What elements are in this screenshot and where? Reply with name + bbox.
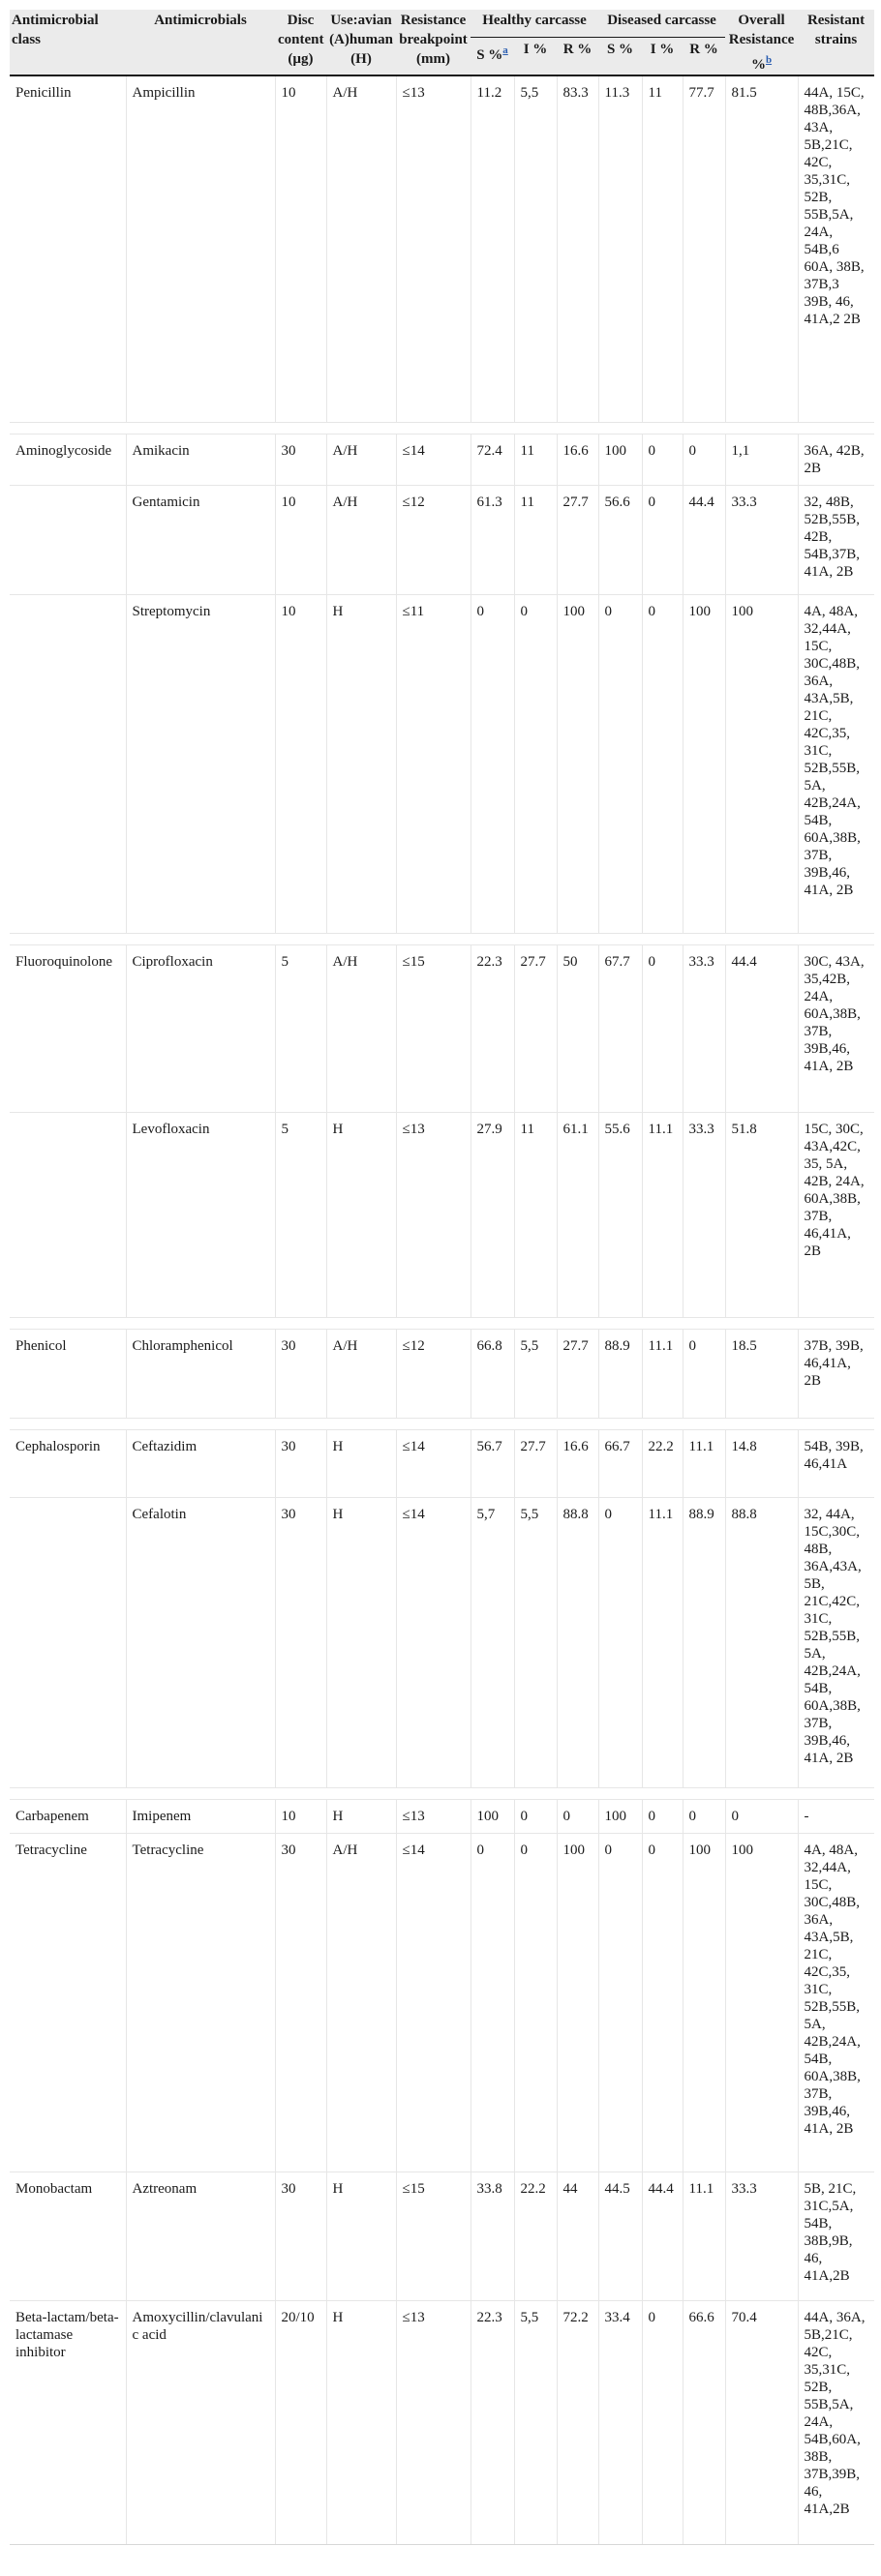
cell-healthy-s: 56.7	[471, 1429, 514, 1497]
cell-healthy-r: 61.1	[557, 1112, 598, 1317]
cell-class: Cephalosporin	[10, 1429, 126, 1497]
cell-use: H	[326, 2172, 396, 2300]
table-row	[10, 594, 874, 933]
cell-healthy-r: 72.2	[557, 2300, 598, 2544]
cell-overall: 33.3	[725, 485, 798, 594]
cell-disc: 30	[275, 1429, 326, 1497]
cell-diseased-s: 11.3	[598, 75, 642, 422]
cell-strains: 5B, 21C, 31C,5A, 54B, 38B,9B, 46, 41A,2B	[798, 2172, 874, 2300]
cell-strains: 54B, 39B, 46,41A	[798, 1429, 874, 1497]
cell-overall: 88.8	[725, 1497, 798, 1787]
cell-diseased-r: 66.6	[683, 2300, 725, 2544]
cell-strains: 32, 48B, 52B,55B, 42B, 54B,37B, 41A, 2B	[798, 485, 874, 594]
cell-disc: 5	[275, 944, 326, 1112]
cell-class	[10, 1497, 126, 1787]
cell-disc: 5	[275, 1112, 326, 1317]
table-spacer	[10, 933, 874, 944]
header-diseased-carcasse: Diseased carcasse	[598, 10, 725, 37]
cell-antimicrobial: Streptomycin	[126, 594, 275, 933]
cell-use: A/H	[326, 434, 396, 485]
cell-diseased-s: 100	[598, 434, 642, 485]
cell-breakpoint: ≤14	[396, 1429, 471, 1497]
cell-diseased-r: 11.1	[683, 2172, 725, 2300]
cell-class: Tetracycline	[10, 1833, 126, 2172]
cell-breakpoint: ≤14	[396, 1497, 471, 1787]
cell-disc: 10	[275, 1799, 326, 1833]
cell-use: A/H	[326, 75, 396, 422]
cell-class	[10, 1112, 126, 1317]
cell-breakpoint: ≤15	[396, 944, 471, 1112]
cell-healthy-i: 5,5	[514, 2300, 557, 2544]
cell-healthy-i: 11	[514, 434, 557, 485]
cell-strains: 44A, 15C, 48B,36A, 43A, 5B,21C, 42C, 35,31C, 52B, 55B,5A, 24A, 54B,6 60A, 38B, 37B,3 39B, 46, 41A,2 2B	[798, 75, 874, 422]
cell-class: Phenicol	[10, 1329, 126, 1418]
cell-antimicrobial: Tetracycline	[126, 1833, 275, 2172]
antimicrobial-resistance-table	[10, 10, 874, 2545]
table-row	[10, 944, 874, 1112]
header-diseased-i: I %	[642, 37, 683, 75]
cell-diseased-s: 44.5	[598, 2172, 642, 2300]
cell-diseased-i: 22.2	[642, 1429, 683, 1497]
cell-healthy-r: 100	[557, 1833, 598, 2172]
cell-diseased-i: 0	[642, 1799, 683, 1833]
header-disc-content: Disc content (µg)	[275, 10, 326, 75]
cell-diseased-i: 0	[642, 1833, 683, 2172]
cell-healthy-s: 11.2	[471, 75, 514, 422]
header-healthy-s: S %$^a$	[471, 37, 514, 75]
cell-healthy-r: 100	[557, 594, 598, 933]
cell-healthy-i: 0	[514, 1833, 557, 2172]
cell-class	[10, 485, 126, 594]
cell-diseased-i: 0	[642, 485, 683, 594]
cell-strains: 30C, 43A, 35,42B, 24A, 60A,38B, 37B, 39B,46, 41A, 2B	[798, 944, 874, 1112]
cell-overall: 18.5	[725, 1329, 798, 1418]
cell-class: Monobactam	[10, 2172, 126, 2300]
cell-overall: 0	[725, 1799, 798, 1833]
table-row	[10, 2172, 874, 2300]
cell-breakpoint: ≤12	[396, 485, 471, 594]
cell-diseased-s: 33.4	[598, 2300, 642, 2544]
table-wrapper	[10, 10, 874, 2545]
cell-antimicrobial: Ciprofloxacin	[126, 944, 275, 1112]
cell-strains: 4A, 48A, 32,44A, 15C, 30C,48B, 36A, 43A,5B, 21C, 42C,35, 31C, 52B,55B, 5A, 42B,24A, 54B, 60A,38B, 37B, 39B,46, 41A, 2B	[798, 1833, 874, 2172]
cell-healthy-s: 72.4	[471, 434, 514, 485]
cell-use: H	[326, 2300, 396, 2544]
cell-use: A/H	[326, 1833, 396, 2172]
cell-overall: 70.4	[725, 2300, 798, 2544]
cell-disc: 30	[275, 434, 326, 485]
table-row	[10, 1799, 874, 1833]
cell-diseased-i: 0	[642, 2300, 683, 2544]
table-row	[10, 1112, 874, 1317]
cell-healthy-s: 27.9	[471, 1112, 514, 1317]
cell-breakpoint: ≤13	[396, 1799, 471, 1833]
header-class: Antimicrobial class	[10, 10, 126, 75]
cell-healthy-r: 27.7	[557, 1329, 598, 1418]
cell-diseased-s: 55.6	[598, 1112, 642, 1317]
cell-use: A/H	[326, 944, 396, 1112]
cell-healthy-i: 27.7	[514, 1429, 557, 1497]
cell-class: Carbapenem	[10, 1799, 126, 1833]
table-row	[10, 485, 874, 594]
cell-antimicrobial: Imipenem	[126, 1799, 275, 1833]
cell-class: Aminoglycoside	[10, 434, 126, 485]
cell-healthy-r: 50	[557, 944, 598, 1112]
cell-healthy-s: 66.8	[471, 1329, 514, 1418]
cell-breakpoint: ≤11	[396, 594, 471, 933]
cell-diseased-s: 0	[598, 1497, 642, 1787]
cell-healthy-r: 44	[557, 2172, 598, 2300]
cell-diseased-r: 0	[683, 1799, 725, 1833]
table-row	[10, 434, 874, 485]
table-body	[10, 75, 874, 2544]
cell-diseased-r: 100	[683, 594, 725, 933]
cell-disc: 30	[275, 2172, 326, 2300]
cell-diseased-i: 11.1	[642, 1112, 683, 1317]
cell-healthy-s: 0	[471, 594, 514, 933]
cell-diseased-s: 88.9	[598, 1329, 642, 1418]
cell-use: A/H	[326, 1329, 396, 1418]
cell-disc: 30	[275, 1329, 326, 1418]
cell-diseased-i: 0	[642, 594, 683, 933]
cell-use: H	[326, 1799, 396, 1833]
cell-overall: 33.3	[725, 2172, 798, 2300]
cell-strains: 15C, 30C, 43A,42C, 35, 5A, 42B, 24A, 60A,38B, 37B, 46,41A, 2B	[798, 1112, 874, 1317]
cell-overall: 100	[725, 1833, 798, 2172]
cell-diseased-r: 77.7	[683, 75, 725, 422]
cell-diseased-s: 67.7	[598, 944, 642, 1112]
cell-healthy-r: 16.6	[557, 1429, 598, 1497]
cell-healthy-r: 88.8	[557, 1497, 598, 1787]
cell-diseased-r: 0	[683, 1329, 725, 1418]
header-use: Use:avian (A)human (H)	[326, 10, 396, 75]
cell-disc: 20/10	[275, 2300, 326, 2544]
cell-diseased-r: 44.4	[683, 485, 725, 594]
cell-healthy-s: 22.3	[471, 2300, 514, 2544]
footnote-a-link[interactable]: a	[502, 44, 508, 56]
header-healthy-i: I %	[514, 37, 557, 75]
cell-diseased-i: 11.1	[642, 1497, 683, 1787]
cell-diseased-r: 0	[683, 434, 725, 485]
cell-healthy-s: 22.3	[471, 944, 514, 1112]
cell-use: H	[326, 1112, 396, 1317]
cell-diseased-r: 100	[683, 1833, 725, 2172]
cell-healthy-i: 22.2	[514, 2172, 557, 2300]
table-row	[10, 1329, 874, 1418]
header-resistant-strains: Resistant strains	[798, 10, 874, 75]
table-spacer	[10, 422, 874, 434]
cell-diseased-i: 0	[642, 434, 683, 485]
table-spacer	[10, 1787, 874, 1799]
header-healthy-r: R %	[557, 37, 598, 75]
cell-healthy-i: 5,5	[514, 75, 557, 422]
cell-disc: 10	[275, 75, 326, 422]
cell-healthy-s: 33.8	[471, 2172, 514, 2300]
header-diseased-r: R %	[683, 37, 725, 75]
cell-diseased-i: 11.1	[642, 1329, 683, 1418]
cell-diseased-s: 56.6	[598, 485, 642, 594]
cell-healthy-s: 0	[471, 1833, 514, 2172]
table-row	[10, 75, 874, 422]
header-antimicrobials: Antimicrobials	[126, 10, 275, 75]
cell-healthy-r: 16.6	[557, 434, 598, 485]
header-breakpoint: Resistance breakpoint (mm)	[396, 10, 471, 75]
cell-breakpoint: ≤14	[396, 1833, 471, 2172]
cell-antimicrobial: Ampicillin	[126, 75, 275, 422]
cell-diseased-i: 11	[642, 75, 683, 422]
cell-class: Beta-lactam/beta-lactamase inhibitor	[10, 2300, 126, 2544]
cell-diseased-r: 33.3	[683, 944, 725, 1112]
cell-use: H	[326, 594, 396, 933]
cell-strains: 32, 44A, 15C,30C, 48B, 36A,43A, 5B, 21C,42C, 31C, 52B,55B, 5A, 42B,24A, 54B, 60A,38B, 37B, 39B,46, 41A, 2B	[798, 1497, 874, 1787]
footnote-b-link[interactable]: b	[765, 54, 773, 66]
cell-antimicrobial: Cefalotin	[126, 1497, 275, 1787]
cell-healthy-i: 0	[514, 1799, 557, 1833]
cell-breakpoint: ≤14	[396, 434, 471, 485]
table-row	[10, 1497, 874, 1787]
cell-healthy-s: 100	[471, 1799, 514, 1833]
cell-antimicrobial: Gentamicin	[126, 485, 275, 594]
cell-diseased-r: 88.9	[683, 1497, 725, 1787]
cell-disc: 10	[275, 594, 326, 933]
cell-disc: 30	[275, 1497, 326, 1787]
cell-disc: 30	[275, 1833, 326, 2172]
cell-antimicrobial: Amoxycillin/clavulanic acid	[126, 2300, 275, 2544]
table-row	[10, 1429, 874, 1497]
cell-use: A/H	[326, 485, 396, 594]
cell-diseased-s: 0	[598, 594, 642, 933]
cell-healthy-r: 83.3	[557, 75, 598, 422]
cell-diseased-s: 100	[598, 1799, 642, 1833]
cell-overall: 1,1	[725, 434, 798, 485]
cell-antimicrobial: Aztreonam	[126, 2172, 275, 2300]
cell-antimicrobial: Ceftazidim	[126, 1429, 275, 1497]
cell-breakpoint: ≤13	[396, 75, 471, 422]
header-diseased-s: S %	[598, 37, 642, 75]
cell-healthy-i: 0	[514, 594, 557, 933]
cell-diseased-s: 0	[598, 1833, 642, 2172]
cell-use: H	[326, 1497, 396, 1787]
cell-antimicrobial: Chloramphenicol	[126, 1329, 275, 1418]
cell-antimicrobial: Levofloxacin	[126, 1112, 275, 1317]
cell-diseased-i: 44.4	[642, 2172, 683, 2300]
table-row	[10, 1833, 874, 2172]
cell-diseased-i: 0	[642, 944, 683, 1112]
cell-overall: 51.8	[725, 1112, 798, 1317]
table-row	[10, 2300, 874, 2544]
cell-class: Penicillin	[10, 75, 126, 422]
cell-healthy-i: 11	[514, 1112, 557, 1317]
cell-overall: 81.5	[725, 75, 798, 422]
cell-healthy-i: 5,5	[514, 1497, 557, 1787]
cell-diseased-r: 33.3	[683, 1112, 725, 1317]
cell-healthy-r: 27.7	[557, 485, 598, 594]
table-spacer	[10, 1418, 874, 1429]
cell-breakpoint: ≤13	[396, 1112, 471, 1317]
table-spacer	[10, 1317, 874, 1329]
cell-overall: 44.4	[725, 944, 798, 1112]
cell-diseased-s: 66.7	[598, 1429, 642, 1497]
cell-breakpoint: ≤15	[396, 2172, 471, 2300]
cell-strains: 44A, 36A, 5B,21C, 42C, 35,31C, 52B, 55B,5A, 24A, 54B,60A, 38B, 37B,39B, 46, 41A,2B	[798, 2300, 874, 2544]
cell-disc: 10	[275, 485, 326, 594]
cell-healthy-r: 0	[557, 1799, 598, 1833]
cell-healthy-i: 27.7	[514, 944, 557, 1112]
header-overall-resistance: Overall Resistance %$^b$	[725, 10, 798, 75]
cell-strains: 36A, 42B, 2B	[798, 434, 874, 485]
cell-healthy-s: 5,7	[471, 1497, 514, 1787]
cell-strains: 4A, 48A, 32,44A, 15C, 30C,48B, 36A, 43A,5B, 21C, 42C,35, 31C, 52B,55B, 5A, 42B,24A, 54B, 60A,38B, 37B, 39B,46, 41A, 2B	[798, 594, 874, 933]
cell-overall: 100	[725, 594, 798, 933]
cell-class: Fluoroquinolone	[10, 944, 126, 1112]
cell-strains: -	[798, 1799, 874, 1833]
cell-healthy-s: 61.3	[471, 485, 514, 594]
cell-healthy-i: 11	[514, 485, 557, 594]
cell-breakpoint: ≤12	[396, 1329, 471, 1418]
cell-breakpoint: ≤13	[396, 2300, 471, 2544]
cell-overall: 14.8	[725, 1429, 798, 1497]
header-healthy-carcasse: Healthy carcasse	[471, 10, 598, 37]
cell-healthy-i: 5,5	[514, 1329, 557, 1418]
cell-class	[10, 594, 126, 933]
cell-diseased-r: 11.1	[683, 1429, 725, 1497]
table-header	[10, 10, 874, 75]
cell-strains: 37B, 39B, 46,41A, 2B	[798, 1329, 874, 1418]
cell-antimicrobial: Amikacin	[126, 434, 275, 485]
cell-use: H	[326, 1429, 396, 1497]
